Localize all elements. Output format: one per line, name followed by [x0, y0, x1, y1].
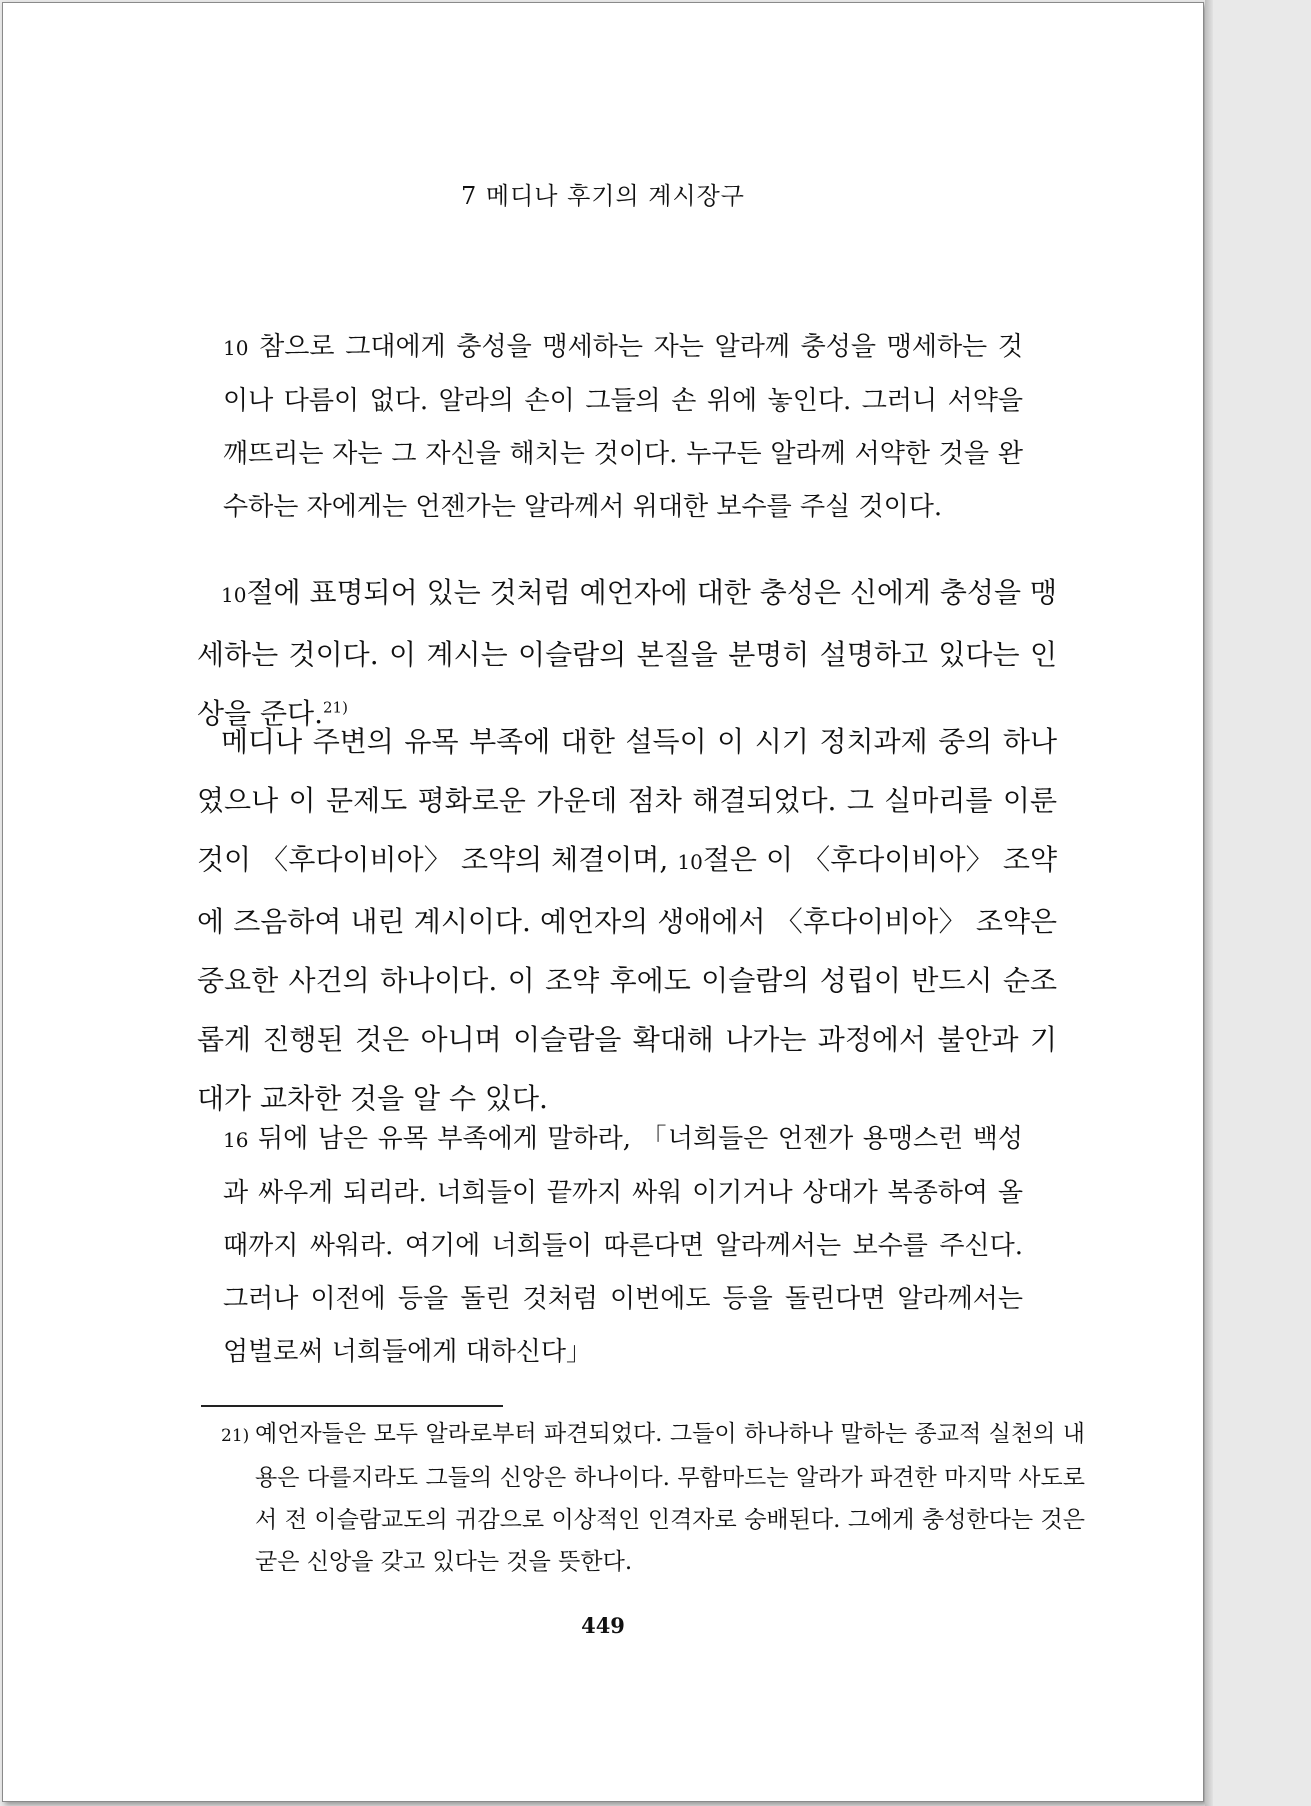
paragraph-text: 메디나 주변의 유목 부족에 대한 설득이 이 시기 정치과제 중의 하나였으나 이 문제도 평화로운 가운데 점차 해결되었다. 그 실마리를 이룬 것이 〈후다이비아〉 조약의 체결이며, [197, 725, 1057, 876]
verse-number: 10 [677, 850, 703, 874]
verse-number: 10 [221, 583, 247, 607]
footnote-21 [221, 1413, 1085, 1583]
footnote-text: 예언자들은 모두 알라로부터 파견되었다. 그들이 하나하나 말하는 종교적 실천의 내용은 다를지라도 그들의 신앙은 하나이다. 무함마드는 알라가 파견한 마지막 사도로서 전 이슬람교도의 귀감으로 이상적인 인격자로 숭배된다. 그에게 충성한다는 것은 굳은 신앙을 갖고 있다는 것을 뜻한다. [255, 1421, 1085, 1575]
book-page [2, 2, 1204, 1802]
footnote-divider [201, 1405, 503, 1407]
verse-number: 10 [223, 336, 249, 360]
quote-text: 뒤에 남은 유목 부족에게 말하라, 「너희들은 언젠가 용맹스런 백성과 싸우게 되리라. 너희들이 끝까지 싸워 이기거나 상대가 복종하여 올 때까지 싸워라. 여기에 너희들이 따른다면 알라께서는 보수를 주신다. 그러나 이전에 등을 돌린 것처럼 이번에도 등을 돌린다면 알라께서는 엄벌로써 너희들에게 대하신다」 [223, 1124, 1024, 1367]
page-number: 449 [581, 1613, 625, 1638]
body-paragraph-2 [197, 712, 1057, 1128]
quote-text: 참으로 그대에게 충성을 맹세하는 자는 알라께 충성을 맹세하는 것이나 다름이 없다. 알라의 손이 그들의 손 위에 놓인다. 그러니 서약을 깨뜨리는 자는 그 자신을 해치는 것이다. 누구든 알라께 서약한 것을 완수하는 자에게는 언젠가는 알라께서 위대한 보수를 주실 것이다. [223, 332, 1024, 522]
quote-verse-16 [223, 1113, 1023, 1379]
running-head: 7 메디나 후기의 계시장구 [461, 182, 745, 210]
paragraph-text: 절은 이 〈후다이비아〉 조약에 즈음하여 내린 계시이다. 예언자의 생애에서 〈후다이비아〉 조약은 중요한 사건의 하나이다. 이 조약 후에도 이슬람의 성립이 반드시 순조롭게 진행된 것은 아니며 이슬람을 확대해 나가는 과정에서 불안과 기대가 교차한 것을 알 수 있다. [197, 843, 1057, 1115]
verse-number: 16 [223, 1128, 249, 1152]
paragraph-text: 절에 표명되어 있는 것처럼 예언자에 대한 충성은 신에게 충성을 맹세하는 것이다. 이 계시는 이슬람의 본질을 분명히 설명하고 있다는 인상을 준다. [197, 576, 1057, 730]
quote-verse-10 [223, 321, 1023, 534]
page-edge [1205, 0, 1213, 1806]
footnote-number: 21) [221, 1426, 250, 1446]
footnote-reference: 21) [323, 698, 348, 717]
